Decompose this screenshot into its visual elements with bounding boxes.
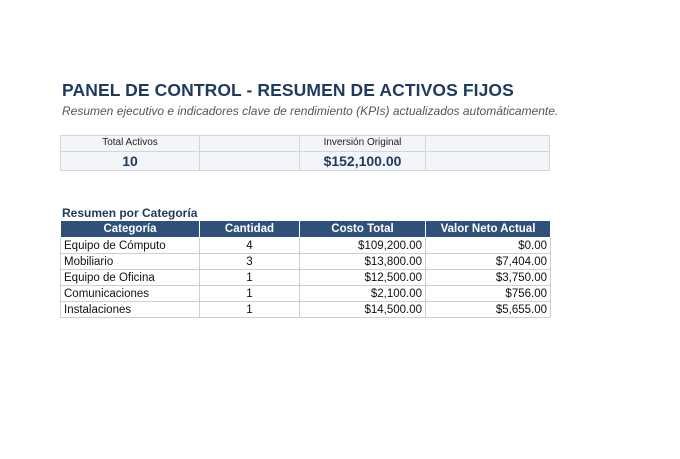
column-header-valor-neto[interactable]: Valor Neto Actual	[426, 221, 551, 238]
cell-valor-neto[interactable]: $7,404.00	[426, 254, 551, 270]
kpi-inversion-original-label: Inversión Original	[323, 137, 402, 148]
cell-costo-total[interactable]: $13,800.00	[300, 254, 426, 270]
page-subtitle: Resumen ejecutivo e indicadores clave de rendimiento (KPIs) actualizados automáticamente.	[62, 104, 559, 118]
table-row	[61, 286, 551, 302]
cell-categoria[interactable]: Mobiliario	[61, 254, 200, 270]
table-row	[61, 270, 551, 286]
cell-cantidad[interactable]: 4	[200, 238, 300, 254]
column-header-categoria[interactable]: Categoría	[61, 221, 200, 238]
kpi-total-activos[interactable]	[61, 136, 200, 170]
table-header-row	[61, 221, 551, 238]
column-header-costo-total[interactable]: Costo Total	[300, 221, 426, 238]
cell-cantidad[interactable]: 1	[200, 286, 300, 302]
table-row	[61, 254, 551, 270]
cell-valor-neto[interactable]: $3,750.00	[426, 270, 551, 286]
cell-cantidad[interactable]: 1	[200, 302, 300, 318]
table-row	[61, 238, 551, 254]
cell-costo-total[interactable]: $12,500.00	[300, 270, 426, 286]
cell-valor-neto[interactable]: $5,655.00	[426, 302, 551, 318]
cell-categoria[interactable]: Equipo de Oficina	[61, 270, 200, 286]
column-header-cantidad[interactable]: Cantidad	[200, 221, 300, 238]
cell-categoria[interactable]: Comunicaciones	[61, 286, 200, 302]
section-title: Resumen por Categoría	[62, 206, 198, 220]
cell-cantidad[interactable]: 1	[200, 270, 300, 286]
cell-costo-total[interactable]: $109,200.00	[300, 238, 426, 254]
cell-valor-neto[interactable]: $756.00	[426, 286, 551, 302]
kpi-empty-cell-1[interactable]	[200, 136, 300, 170]
cell-costo-total[interactable]: $14,500.00	[300, 302, 426, 318]
cell-categoria[interactable]: Instalaciones	[61, 302, 200, 318]
kpi-empty-cell-2[interactable]	[426, 136, 551, 170]
category-summary-table	[60, 220, 551, 318]
kpi-total-activos-label: Total Activos	[102, 137, 158, 148]
cell-cantidad[interactable]: 3	[200, 254, 300, 270]
cell-costo-total[interactable]: $2,100.00	[300, 286, 426, 302]
table-row	[61, 302, 551, 318]
kpi-total-activos-value: 10	[122, 153, 138, 169]
page-title: PANEL DE CONTROL - RESUMEN DE ACTIVOS FIJOS	[62, 80, 514, 100]
kpi-panel	[60, 135, 550, 171]
cell-valor-neto[interactable]: $0.00	[426, 238, 551, 254]
kpi-inversion-original[interactable]	[300, 136, 426, 170]
cell-categoria[interactable]: Equipo de Cómputo	[61, 238, 200, 254]
kpi-inversion-original-value: $152,100.00	[323, 153, 402, 169]
